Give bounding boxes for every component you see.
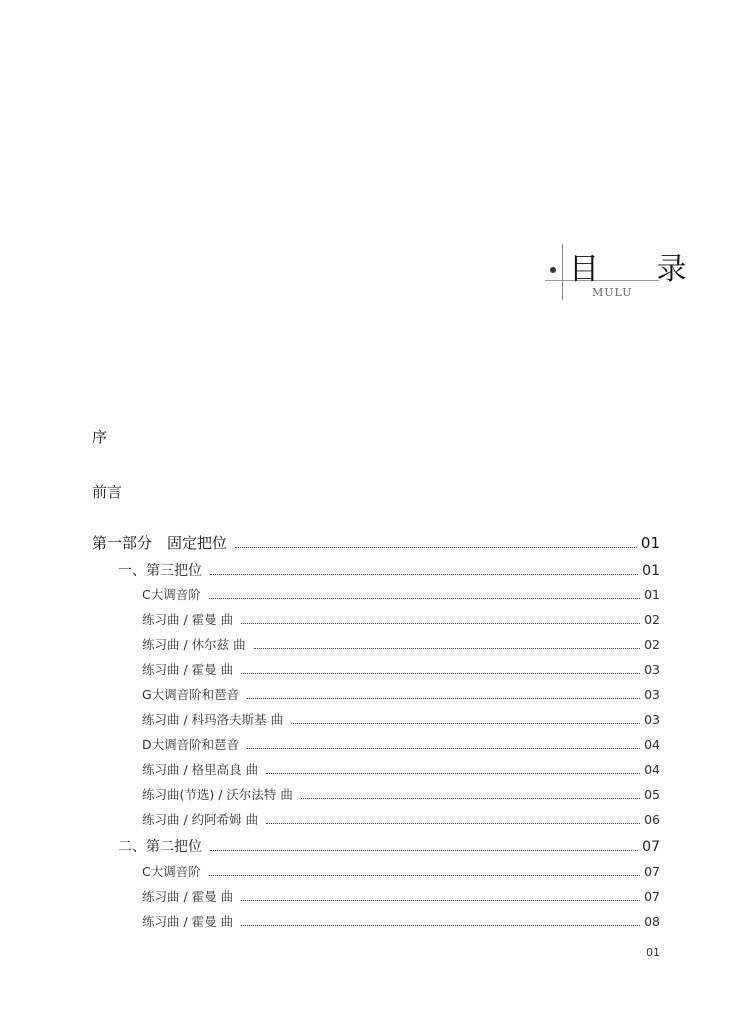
page-subtitle: MULU <box>592 286 633 299</box>
dot-leader <box>241 672 640 674</box>
toc-entry[interactable] <box>142 785 660 803</box>
toc-entry-label: 二、第二把位 <box>118 839 202 855</box>
front-matter-foreword[interactable]: 前言 <box>92 483 123 501</box>
toc-entry-label: G大调音阶和琶音 <box>142 687 240 702</box>
dot-leader <box>266 772 640 774</box>
toc-entry-page: 05 <box>644 787 660 802</box>
toc-entry[interactable] <box>142 735 660 753</box>
page-title: 目 录 <box>569 252 711 287</box>
dot-leader <box>247 697 640 699</box>
toc-entry[interactable] <box>142 810 660 828</box>
toc-entry-page: 07 <box>644 864 660 879</box>
front-matter-preface[interactable]: 序 <box>92 428 108 446</box>
toc-entry[interactable] <box>142 660 660 678</box>
divider <box>562 244 563 300</box>
dot-leader <box>210 573 638 575</box>
toc-entry[interactable] <box>118 560 660 580</box>
toc-entry-page: 04 <box>644 762 660 777</box>
dot-leader <box>241 622 640 624</box>
dot-leader <box>301 797 640 799</box>
toc-entry[interactable] <box>118 836 660 856</box>
toc-entry[interactable] <box>142 685 660 703</box>
toc-entry-label: 练习曲(节选) / 沃尔法特 曲 <box>142 787 293 802</box>
toc-entry-label: 练习曲 / 霍曼 曲 <box>142 889 234 904</box>
toc-entry-label: 一、第三把位 <box>118 563 202 579</box>
toc-entry-page: 01 <box>644 587 660 602</box>
toc-entry-page: 08 <box>644 914 660 929</box>
dot-leader <box>241 924 640 926</box>
toc-entry-label: C大调音阶 <box>142 587 201 602</box>
toc-entry[interactable] <box>142 635 660 653</box>
toc-entry-label: 练习曲 / 霍曼 曲 <box>142 662 234 677</box>
toc-entry-page: 07 <box>644 889 660 904</box>
toc-entry-page: 07 <box>642 839 660 855</box>
toc-entry-page: 03 <box>644 687 660 702</box>
dot-leader <box>247 747 640 749</box>
toc-entry-page: 02 <box>644 612 660 627</box>
toc-entry-page: 03 <box>644 712 660 727</box>
page-number: 01 <box>646 946 660 959</box>
toc-entry[interactable] <box>142 760 660 778</box>
dot-leader <box>254 647 640 649</box>
toc-entry[interactable] <box>142 912 660 930</box>
toc-entry-label: 第一部分 固定把位 <box>92 534 228 552</box>
dot-leader <box>209 597 640 599</box>
dot-leader <box>291 722 640 724</box>
toc-entry-label: 练习曲 / 霍曼 曲 <box>142 612 234 627</box>
dot-leader <box>209 874 640 876</box>
toc-entry-label: 练习曲 / 科玛洛夫斯基 曲 <box>142 712 284 727</box>
toc-entry[interactable] <box>92 532 660 553</box>
toc-entry-page: 01 <box>640 534 660 552</box>
bullet-dot-icon <box>550 267 556 273</box>
dot-leader <box>235 546 637 548</box>
dot-leader <box>241 899 640 901</box>
toc-entry-label: 练习曲 / 霍曼 曲 <box>142 914 234 929</box>
toc-entry[interactable] <box>142 710 660 728</box>
toc-heading <box>545 242 711 302</box>
toc-entry-label: D大调音阶和琶音 <box>142 737 240 752</box>
toc-entry-label: C大调音阶 <box>142 864 201 879</box>
toc-entry-page: 03 <box>644 662 660 677</box>
toc-entry[interactable] <box>142 585 660 603</box>
toc-entry-label: 练习曲 / 约阿希姆 曲 <box>142 812 259 827</box>
toc-entry[interactable] <box>142 887 660 905</box>
toc-entry-page: 04 <box>644 737 660 752</box>
toc-entry-page: 01 <box>642 563 660 579</box>
dot-leader <box>210 849 638 851</box>
toc-entry-page: 02 <box>644 637 660 652</box>
toc-entry-label: 练习曲 / 格里高良 曲 <box>142 762 259 777</box>
toc-entry[interactable] <box>142 610 660 628</box>
toc-entry-label: 练习曲 / 休尔兹 曲 <box>142 637 246 652</box>
toc-entry[interactable] <box>142 862 660 880</box>
toc-entry-page: 06 <box>644 812 660 827</box>
dot-leader <box>266 822 640 824</box>
